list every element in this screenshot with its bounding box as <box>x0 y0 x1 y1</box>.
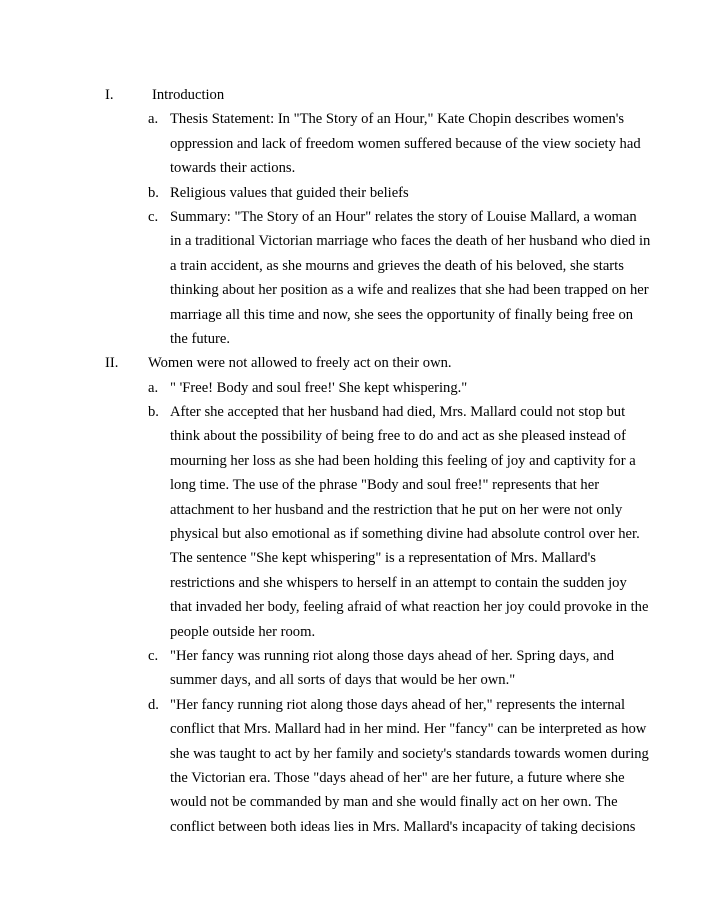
text-line: attachment to her husband and the restriction that he put on her were not only <box>170 501 623 518</box>
outline-item <box>0 205 651 351</box>
text-line: oppression and lack of freedom women suffered because of the view society had <box>170 135 641 152</box>
item-letter: c. <box>148 208 159 225</box>
text-line: would not be commanded by man and she would finally act on her own. The <box>170 794 618 811</box>
text-line: towards their actions. <box>170 160 296 177</box>
text-line: physical but also emotional as if something divine had absolute control over her. <box>170 526 640 543</box>
text-line: in a traditional Victorian marriage who faces the death of her husband who died in <box>170 233 651 250</box>
text-line: conflict between both ideas lies in Mrs. Mallard's incapacity of taking decisions <box>170 818 636 835</box>
outline-section-2 <box>0 351 714 839</box>
section-numeral: II. <box>105 355 119 372</box>
outline-item <box>0 181 638 205</box>
text-line: marriage all this time and now, she sees the opportunity of finally being free on <box>170 306 634 323</box>
essay-outline <box>0 83 714 839</box>
text-line: that invaded her body, feeling afraid of what reaction her joy could provoke in the <box>170 599 649 616</box>
section-title: Introduction <box>152 87 225 103</box>
outline-item <box>0 693 649 839</box>
outline-item <box>0 644 638 693</box>
item-letter: b. <box>148 184 159 201</box>
text-line: conflict that Mrs. Mallard had in her mind. Her "fancy" can be interpreted as how <box>170 721 647 738</box>
text-line: the Victorian era. Those "days ahead of her" are her future, a future where she <box>170 769 625 786</box>
text-line: The sentence "She kept whispering" is a representation of Mrs. Mallard's <box>170 550 596 567</box>
item-letter: b. <box>148 404 159 421</box>
outline-item <box>0 376 638 400</box>
outline-section-1 <box>0 83 714 351</box>
outline-item <box>0 400 649 644</box>
text-line: " 'Free! Body and soul free!' She kept whispering." <box>170 379 468 396</box>
text-line: summer days, and all sorts of days that would be her own." <box>170 672 516 689</box>
text-line: think about the possibility of being free to do and act as she pleased instead of <box>170 428 626 445</box>
text-line: a train accident, as she mourns and grieves the death of his beloved, she starts <box>170 257 624 274</box>
item-letter: a. <box>148 379 159 396</box>
item-letter: d. <box>148 696 159 713</box>
text-line: Thesis Statement: In "The Story of an Hour," Kate Chopin describes women's <box>170 111 625 128</box>
text-line: people outside her room. <box>170 623 316 640</box>
item-letter: a. <box>148 111 159 128</box>
text-line: Religious values that guided their beliefs <box>170 184 409 201</box>
outline-item <box>0 107 641 180</box>
section-title: Women were not allowed to freely act on their own. <box>148 355 452 372</box>
text-line: After she accepted that her husband had died, Mrs. Mallard could not stop but <box>170 404 626 421</box>
text-line: mourning her loss as she had been holding this feeling of joy and captivity for a <box>170 452 636 469</box>
text-line: thinking about her position as a wife and realizes that she had been trapped on her <box>170 282 649 299</box>
section-numeral: I. <box>105 87 114 103</box>
text-line: "Her fancy running riot along those days ahead of her," represents the internal <box>170 696 626 713</box>
text-line: long time. The use of the phrase "Body and soul free!" represents that her <box>170 477 600 494</box>
text-line: the future. <box>170 330 230 347</box>
section-heading <box>0 83 714 107</box>
text-line: Summary: "The Story of an Hour" relates the story of Louise Mallard, a woman <box>170 208 637 225</box>
text-line: restrictions and she whispers to herself in an attempt to contain the sudden joy <box>170 574 627 591</box>
section-heading <box>0 351 714 375</box>
item-letter: c. <box>148 647 159 664</box>
text-line: "Her fancy was running riot along those days ahead of her. Spring days, and <box>170 647 615 664</box>
text-line: she was taught to act by her family and society's standards towards women during <box>170 745 649 762</box>
